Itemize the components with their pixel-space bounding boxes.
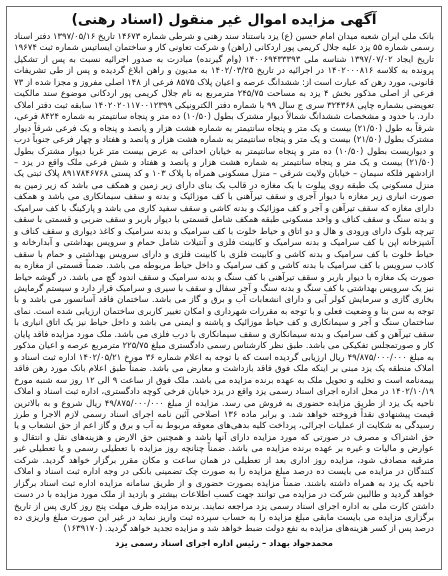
notice-signature: محمدجواد بهداد – رئیس اداره اجرای اسناد رسمی یزد xyxy=(115,537,333,548)
notice-title: آگهی مزایده اموال غیر منقول (اسناد رهنی) xyxy=(71,12,377,28)
notice-body: بانک ملی ایران شعبه میدان امام حسین (ع) یزد باستناد سند رهنی و شرطی شماره ۱۴۶۷۳ تاریخ ۱۳۹۷/۰۵/۱۶ دفتر اسناد رسمی شماره ۵۵ یزد علیه جلال کریمی پور اردکانی (راهن) و شرکت تعاونی کار و ساختمان ایساتیس شماره ثبت ۱۹۶۷۴ تاریخ ایجاد ۱۳۹۷/۰۷/۰۲ شناسه ملی ۱۴۰۰۶۹۴۳۳۳۹۳ (وام گیرنده) مبادرت به صدور اجرائیه نسبت به پس از تشکیل پرونده به کلاسه ۱۴۰۲۰۰۰۸۱۶ در اجرائیه در تاریخ ۱۴۰۲/۰۳/۲۵ به مدیون و راهن ابلاغ گردیده و پس از طی تشریفات قانونی، مورد رهن که عبارت است از: ششدانگ عرصه و اعیان پلاک ۸۵۷۵ فرعی از ۱۴۸ اصلی مفروز و مجزا شده از ۷۳ فرعی از اصلی مذکور بخش ۴ یزد به مساحت ۲۴۵/۷۵ مترمربع به نام جلال کریمی پور اردکانی موضوع سند مالکیت تعویضی بشماره چاپی ۳۲۴۳۶۸ سری ج سال ۹۹ با شماره دفتر الکترونیکی ۱۴۰۲۰۲۰۱۱۷۰۰۱۲۳۹۹ سابقه ثبت دفتر املاک دارد. با حدود و مشخصات ششدانگ شمالاً دیوار مشترک بطول (۱۰/۵۰) ده متر و پنجاه سانتیمتر به شماره ۸۴۲۴ فرعی، شرقاً به طول (۲۱/۵۰) بیست و یک متر و پنجاه سانتیمتر به شماره هشت هزار و پانصد و پنجاه و یک فرعی شرقاً دیوار مشترک بطول (۲۱/۵۰) بیست و یک متر و پنجاه سانتیمتر به شماره هشت هزار و پانصد و هفتاد و چهار فرعی جنوباً درب و دیواریست بطول (۱۰/۵۰) ده متر و پنجاه سانتیمتر به خیابان احداثی به عرض بیست متر غربا دیوار مشترک بطول (۲۱/۵۰) بیست و یک متر و پنجاه سانتیمتر به شماره هشت هزار و پانصد و هفتاد و شش فرعی ملک واقع در یزد – ازادشهر فلکه سیمان – خیابان ولایت شرقی – منزل مسکونی همراه با پلاک ۱۰۳ و کد پستی ۸۹۱۷۸۴۶۷۶۸ پلاک ثبتی یک منزل مسکونی یک طبقه روی پیلوت با یک مغازه در قالب یک بنای دارای زیر زمین و همکف می باشد که زیر زمین به صورت انباری زیر مغازه با دیوار آجری و سقف تیرآهنی با کف موزائیک و بدنه و سقف سیمانکاری می باشد و همکف دارای مغازه که سقف تیرآهن و آجر و کف موزائیک و بدنه کاشی و سقف سفید کاری می باشد و پارکینگ با کف سرامیک و بدنه سنگ و سقف کناف و واحد مسکونی طبقه همکف شامل قسمتی با دیوار باربر و سقف ضربی و قسمتی با سقف تیرچه بلوک دارای ورودی و هال و دو اتاق و حیاط خلوت با کف سرامیک و بدنه سرامیک و کاغذ دیواری و سقف کناف و آشپزخانه اپن با کف سرامیک و بدنه سرامیک و کابینت فلزی و آنتیلات شامل حمام و سرویس بهداشتی و آبدارخانه و حیاط خلوت با کف سرامیک و بدنه کاشی و کابینت فلزی با کابینت فلزی و دارای سرویس بهداشتی و حمام با سقف کاذب سرویس با کف سرامیک با بدنه کاشی و کف سرامیک و داخل حیاط مربوطه می باشد. ضمناً قسمتی از مغازه به صورت یک مغازه با دیوار باربر و سقف تیرآهنی با کف سنگ و بدنه سرامیک و سقف اندود گچ می باشد. در گوشه حیاط نیز یک سرویس بهداشتی با کف سنگ و بدنه سنگ و آجر سفال و سقف با سیری و سرامیک قرار دارد و سیستم گرمایش بخاری گازی و سرمایش کولر آبی و دارای انشعابات آب و برق و گاز می باشد. ساختمان فاقد آسانسور می باشد و با توجه به سن بنا و وضعیت فعلی و با توجه به مقررات شهرداری و امکان تغییر کاربری ساختمان ارزیابی شده است. نمای ساختمان سنگ و آجر و سیمانکاری و کف حیاط موزائیک و پاشنه و ایمنی می باشد و داخل حیاط نیز یک اتاق انباری با سقف تیرآهن و کف سرامیک و بدنه سیمانکاری و سقف سیمانکاری با درب فلزی می باشد. ملک مورد مزایده فاقد پایان کار و صورتمجلس تفکیکی می باشد. طبق نظر کارشناس رسمی دادگستری مبلغ ۲۲۵/۷۵ مترمربع عرصه و اعیان مذکور به مبلغ ۴۹/۸۷۵/۰۰۰/۰۰۰ ریال ارزیابی گردیده است که با توجه به اعلام شماره ۳۶ مورخ ۱۴۰۲/۰۵/۲۱ اداره ثبت اسناد و املاک منطقه یک یزد مبنی بر اینکه ملک فوق فاقد بازداشت و معارض می باشد. ضمناً طبق اعلام بانک مورد رهن فاقد بیمه‌نامه است و تخلیه و تحویل ملک به عهده برنده مزایده می باشد. ملک فوق از ساعت ۹ الی ۱۲ روز سه شنبه مورخ ۱۴۰۲/۱۰/۱۹ در محل اداره اجرای اسناد رسمی یزد واقع در یزد خیابان فرخی کوچه دادگستری، اداره ثبت اسناد و املاک ناحیه یک یزد از طریق مزایده حضوری به فروش می رسد. مزایده از مبلغ ۴۹/۸۷۵/۰۰۰/۰۰۰ ریال شروع و به بالاترین قیمت پیشنهادی نقداً فروخته خواهد شد. و برابر ماده ۱۳۶ اصلاحی آئین نامه اجرای اسناد رسمی لازم الاجرا و طرز رسیدگی به شکایت از عملیات اجرائی، پرداخت کلیه بدهی‌های معوقه مربوط به آب و برق و گاز اعم از حق انشعاب و یا حق اشتراک و مصرف در صورتی که مورد مزایده دارای آنها باشد و همچنین حق الارض و هزینه‌های نقل و انتقال و عوارض و مالیات و غیره بر عهده برنده مزایده می باشد. ضمناً چنانچه روز مزایده با تعطیلی رسمی و یا تعطیلی غیر مترقبه مصادف شود، مزایده روز اداری بعد از تعطیلی در همان ساعت و مکان مقرر برگزار خواهد گردید. شرکت کنندگان در مزایده می بایست ده درصد مبلغ مزایده را به صورت چک تضمینی بانکی در وجه اداره ثبت اسناد و املاک ناحیه یک یزد به همراه داشته باشند. ضمناً مزایده بصورت حضوری و از طریق سامانه مزایده اداره ثبت اسناد برگزار خواهد گردید و طالبین شرکت در مزایده می توانند جهت کسب اطلاعات بیشتر و بازدید از ملک مورد مزایده با در دست داشتن کارت ملی به اداره اجرای اسناد رسمی یزد مراجعه نمایند. برنده مزایده ظرف مهلت پنج روز کاری پس از تاریخ برگزاری مزایده می بایست مابقی مبلغ مزایده را به حساب سپرده ثبت واریز نماید در غیر این صورت مبلغ واریزی ده درصد پس از کسر هزینه‌های مزایده به نفع دولت ضبط خواهد شد و مزایده تجدید خواهد گردید. (۱۶۳۹۱۷۰) xyxy=(14,32,435,535)
notice-box xyxy=(6,6,442,570)
